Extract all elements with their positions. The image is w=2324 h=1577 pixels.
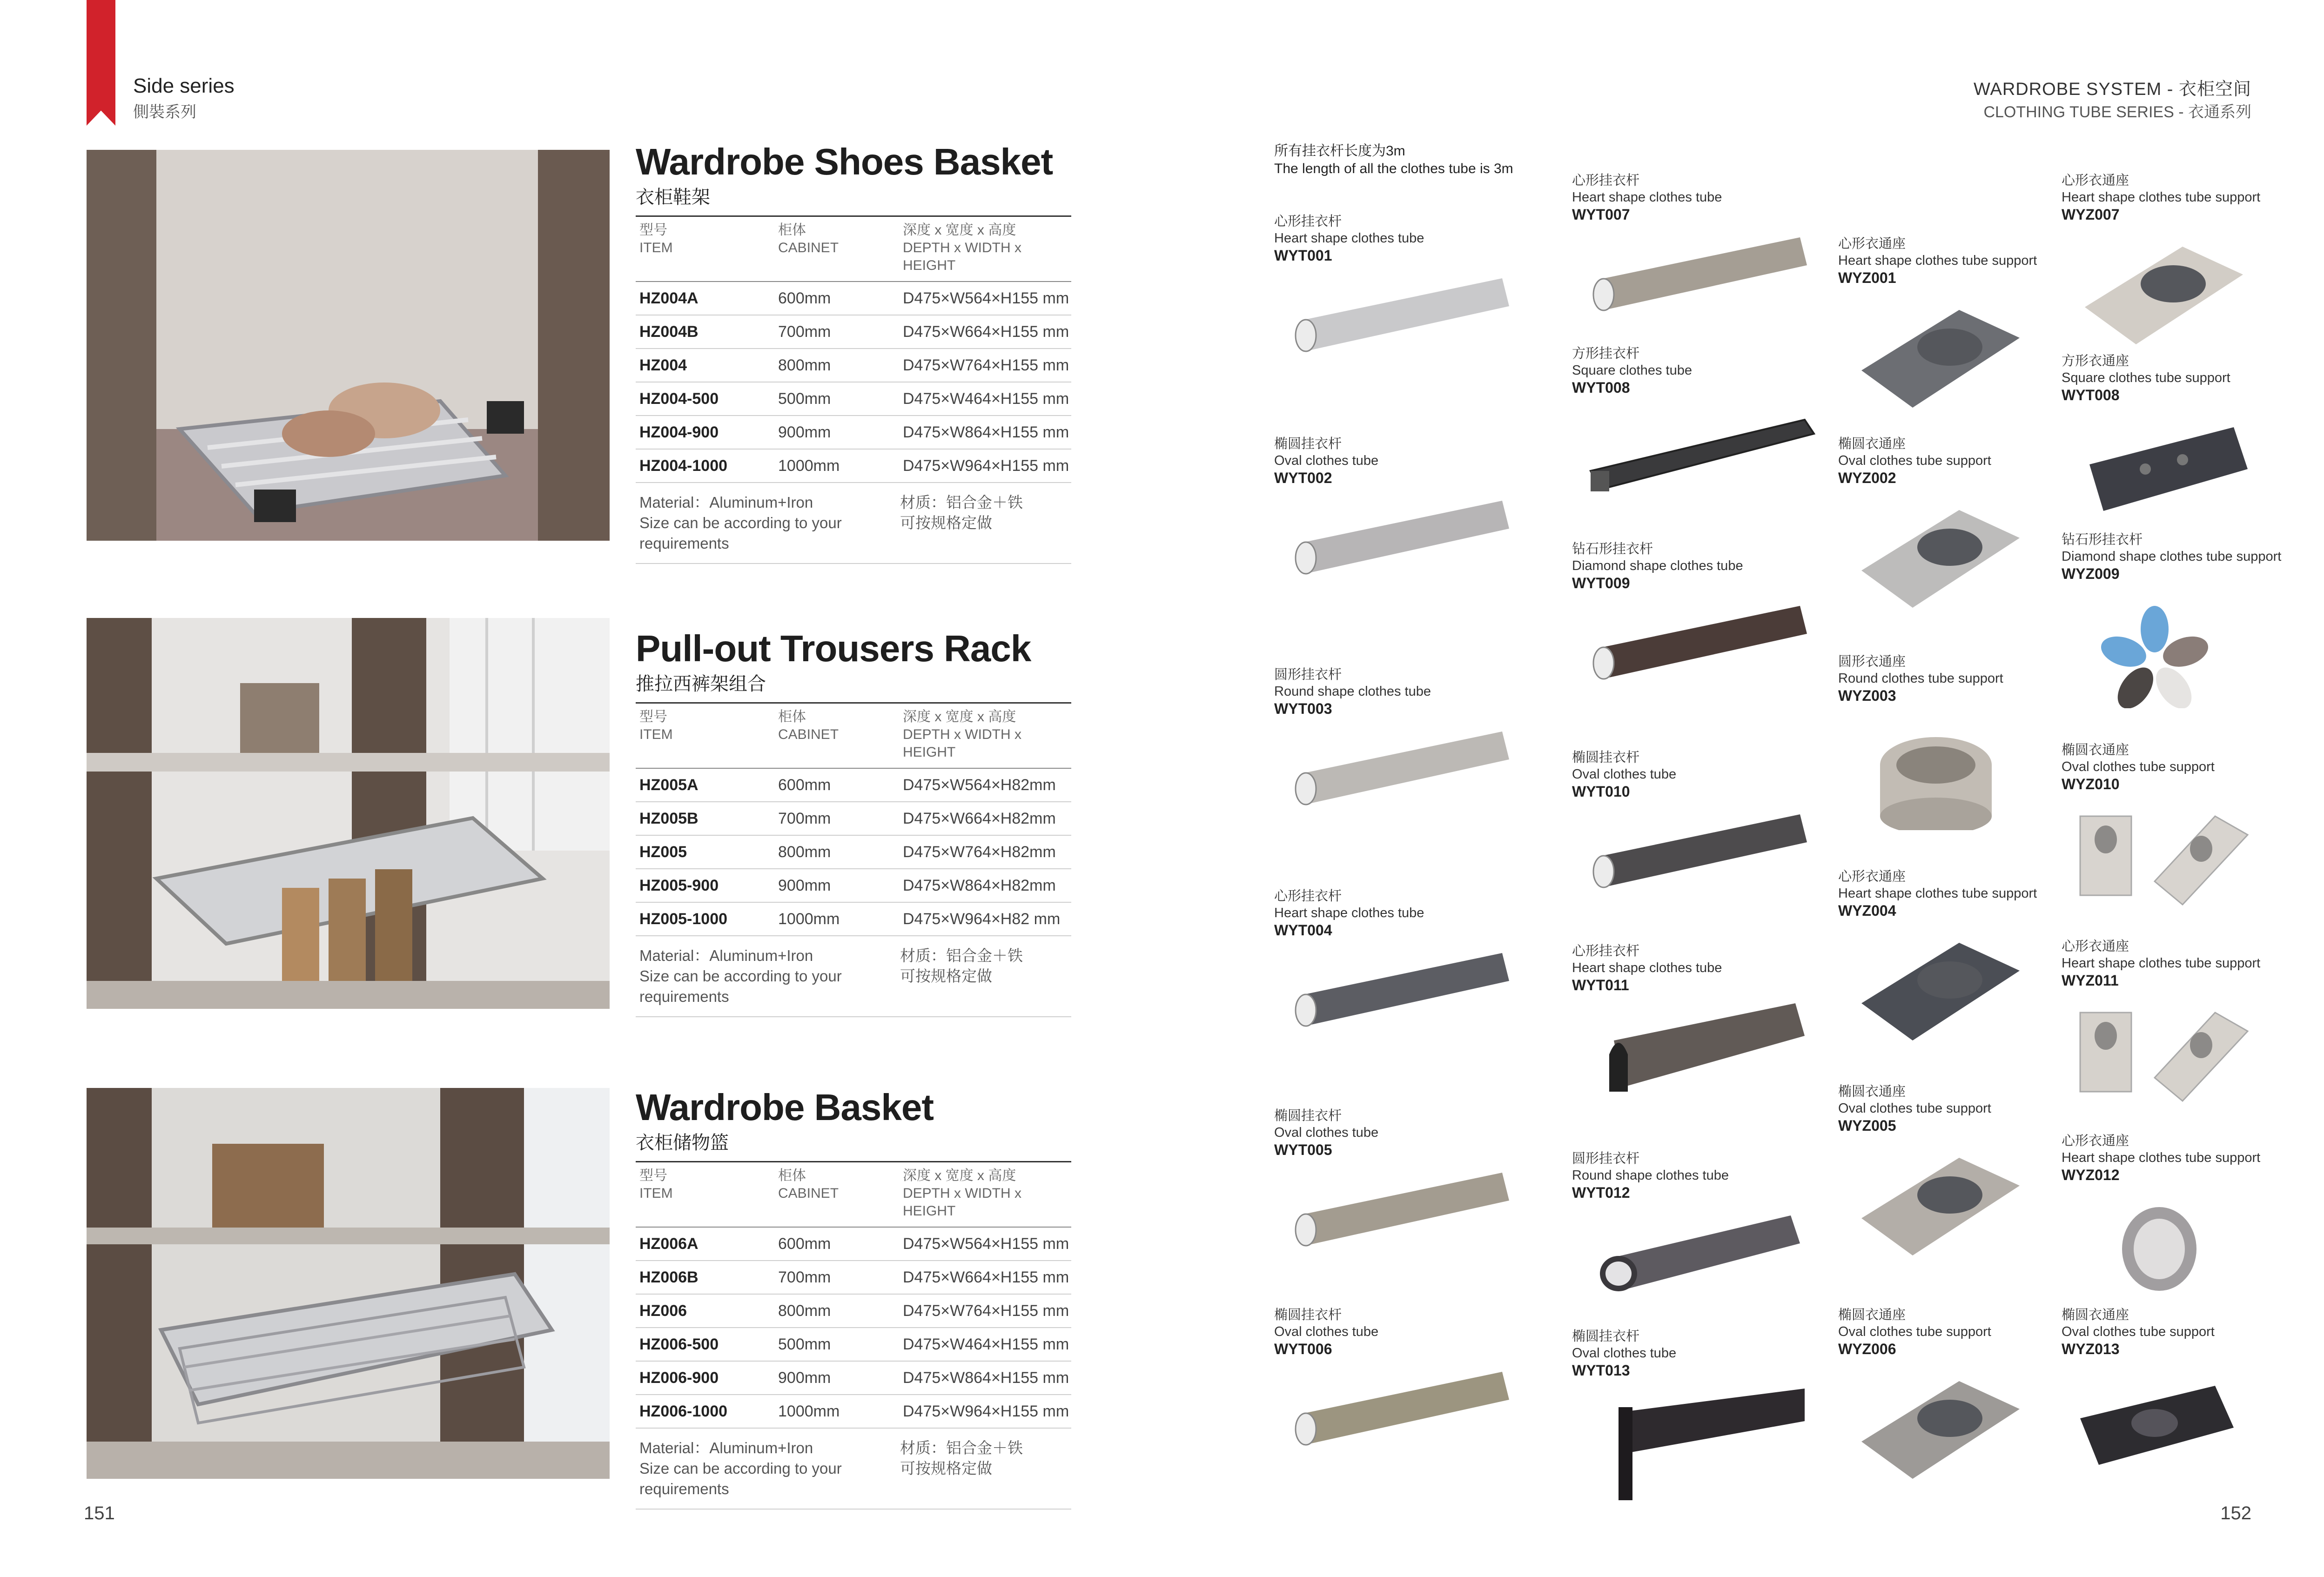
table-row: HZ004-900 900mm D475×W864×H155 mm (636, 416, 1071, 449)
catalog-item-name-en: Oval clothes tube support (1838, 453, 1991, 468)
catalog-item-name-en: Square clothes tube (1572, 363, 1692, 378)
catalog-item-image (1274, 944, 1525, 1065)
product-title: Wardrobe Basket (636, 1087, 934, 1128)
catalog-item-image (2062, 409, 2257, 530)
catalog-item-name-en: Heart shape clothes tube (1274, 906, 1424, 920)
catalog-item-name-en: Oval clothes tube support (1838, 1101, 1991, 1116)
table-row: HZ005 800mm D475×W764×H82mm (636, 835, 1071, 869)
wardrobe-basket-photo (87, 1088, 610, 1479)
catalog-item-code: WYZ006 (1838, 1341, 1896, 1357)
catalog-item (1572, 1150, 1833, 1327)
material-note: Material：Aluminum+Iron Size can be according to your requirements 材质：铝合金＋铁 可按规格定做 (636, 483, 1071, 564)
product-subtitle: 衣柜鞋架 (636, 187, 710, 208)
table-row: HZ004-1000 1000mm D475×W964×H155 mm (636, 449, 1071, 483)
catalog-item-name-en: Diamond shape clothes tube support (2062, 549, 2282, 564)
catalog-item-name-en: Oval clothes tube (1274, 1324, 1379, 1339)
catalog-item-name-en: Oval clothes tube support (1838, 1324, 1991, 1339)
column-header-dimensions: 深度 x 宽度 x 高度 DEPTH x WIDTH x HEIGHT (899, 703, 1071, 769)
catalog-item-name-en: Heart shape clothes tube (1274, 231, 1424, 246)
catalog-item (2062, 1133, 2322, 1309)
catalog-item (1274, 213, 1535, 390)
catalog-item-name-en: Round shape clothes tube (1274, 684, 1431, 699)
catalog-item-image (1572, 401, 1823, 522)
catalog-item-image (1274, 1163, 1525, 1284)
catalog-item-image (1274, 722, 1525, 843)
catalog-item-name-cn: 心形衣通座 (2062, 173, 2129, 188)
catalog-item-image (1838, 1139, 2034, 1260)
catalog-item-name-cn: 椭圆挂衣杆 (1274, 1108, 1342, 1123)
table-row: HZ006-1000 1000mm D475×W964×H155 mm (636, 1395, 1071, 1428)
catalog-item (1572, 345, 1833, 522)
catalog-item-code: WYT009 (1572, 575, 1630, 591)
table-row: HZ004A 600mm D475×W564×H155 mm (636, 282, 1071, 315)
catalog-item-code: WYT010 (1572, 783, 1630, 800)
catalog-item-name-en: Round clothes tube support (1838, 671, 2003, 686)
column-header-dimensions: 深度 x 宽度 x 高度 DEPTH x WIDTH x HEIGHT (899, 216, 1071, 282)
column-header-item: 型号 ITEM (636, 703, 774, 769)
spec-table (636, 702, 1071, 936)
catalog-item (1838, 1083, 2099, 1260)
catalog-item-name-cn: 椭圆挂衣杆 (1274, 436, 1342, 451)
product-subtitle: 推拉西裤架组合 (636, 674, 766, 694)
catalog-item (2062, 1307, 2322, 1483)
spec-table (636, 1161, 1071, 1429)
table-row: HZ006-500 500mm D475×W464×H155 mm (636, 1328, 1071, 1361)
catalog-item-name-cn: 椭圆衣通座 (1838, 1308, 1906, 1322)
catalog-item (1838, 1307, 2099, 1483)
catalog-item-name-en: Heart shape clothes tube support (2062, 956, 2261, 971)
left-header-title: Side series (133, 74, 235, 97)
catalog-item-name-en: Round shape clothes tube (1572, 1168, 1729, 1183)
catalog-item (1572, 541, 1833, 718)
catalog-item-name-cn: 椭圆挂衣杆 (1572, 750, 1640, 765)
catalog-item-code: WYT002 (1274, 470, 1332, 486)
catalog-item-name-cn: 椭圆衣通座 (2062, 743, 2129, 758)
catalog-item-image (2062, 228, 2257, 349)
catalog-item (1274, 888, 1535, 1065)
catalog-item (1572, 943, 1833, 1120)
catalog-item-code: WYT006 (1274, 1341, 1332, 1357)
column-header-cabinet: 柜体 CABINET (774, 1162, 899, 1228)
table-row: HZ004 800mm D475×W764×H155 mm (636, 349, 1071, 382)
catalog-item-code: WYZ003 (1838, 687, 1896, 704)
catalog-item-name-cn: 心形挂衣杆 (1572, 944, 1640, 959)
catalog-item-name-en: Heart shape clothes tube support (1838, 886, 2037, 901)
page-number-left: 151 (84, 1503, 115, 1523)
catalog-item-code: WYZ013 (2062, 1341, 2120, 1357)
material-note: Material：Aluminum+Iron Size can be according to your requirements 材质：铝合金＋铁 可按规格定做 (636, 1429, 1071, 1510)
catalog-item-name-cn: 钻石形挂衣杆 (2062, 532, 2143, 547)
catalog-item-code: WYT003 (1274, 700, 1332, 717)
catalog-item (1838, 436, 2099, 612)
catalog-item-image (2062, 1362, 2257, 1483)
section-tab-marker (87, 0, 115, 126)
catalog-item-image (2062, 994, 2257, 1115)
trousers-rack-photo (87, 618, 610, 1009)
catalog-item-image (1838, 1362, 2034, 1483)
catalog-item-code: WYZ004 (1838, 902, 1896, 919)
product-trousers-rack (636, 629, 1071, 1017)
left-header-subtitle: 側裝系列 (133, 103, 196, 121)
catalog-item-code: WYZ005 (1838, 1117, 1896, 1134)
catalog-item-name-en: Oval clothes tube support (2062, 1324, 2215, 1339)
catalog-item-image (1838, 709, 2034, 830)
product-title: Pull-out Trousers Rack (636, 628, 1031, 669)
catalog-item (1572, 172, 1833, 349)
catalog-item (2062, 938, 2322, 1115)
column-header-item: 型号 ITEM (636, 216, 774, 282)
product-wardrobe-basket (636, 1088, 1071, 1510)
catalog-item-name-cn: 心形衣通座 (1838, 869, 1906, 884)
table-row: HZ005B 700mm D475×W664×H82mm (636, 802, 1071, 835)
page-number-right: 152 (2220, 1503, 2251, 1523)
product-title: Wardrobe Shoes Basket (636, 141, 1053, 182)
catalog-item-code: WYZ007 (2062, 206, 2120, 223)
catalog-item-name-en: Diamond shape clothes tube (1572, 558, 1743, 573)
catalog-item (2062, 353, 2322, 530)
catalog-item-code: WYZ010 (2062, 776, 2120, 792)
table-row: HZ006-900 900mm D475×W864×H155 mm (636, 1361, 1071, 1395)
catalog-item-name-cn: 心形挂衣杆 (1572, 173, 1640, 188)
material-note: Material：Aluminum+Iron Size can be according to your requirements 材质：铝合金＋铁 可按规格定做 (636, 936, 1071, 1017)
catalog-item-code: WYZ011 (2062, 972, 2119, 989)
catalog-item-name-en: Heart shape clothes tube support (1838, 253, 2037, 268)
catalog-item-image (2062, 798, 2257, 919)
catalog-item-name-cn: 心形衣通座 (2062, 939, 2129, 954)
table-row: HZ005-900 900mm D475×W864×H82mm (636, 869, 1071, 902)
catalog-item-image (1838, 291, 2034, 412)
catalog-item-code: WYT008 (2062, 387, 2120, 403)
catalog-item-image (1274, 269, 1525, 390)
catalog-item-image (1572, 1384, 1823, 1505)
catalog-item (1838, 868, 2099, 1045)
catalog-item-code: WYZ002 (1838, 470, 1896, 486)
table-header-row (636, 216, 1071, 282)
catalog-item-code: WYT007 (1572, 206, 1630, 223)
catalog-item-image (1274, 1362, 1525, 1483)
catalog-item-name-cn: 椭圆衣通座 (1838, 436, 1906, 451)
catalog-item-name-en: Oval clothes tube (1572, 767, 1677, 782)
catalog-item-image (1572, 228, 1823, 349)
catalog-item-image (2062, 587, 2257, 708)
table-header-row (636, 703, 1071, 769)
catalog-item (1274, 1107, 1535, 1284)
catalog-item-code: WYT013 (1572, 1362, 1630, 1379)
catalog-item-name-cn: 椭圆衣通座 (1838, 1084, 1906, 1099)
table-row: HZ006B 700mm D475×W664×H155 mm (636, 1261, 1071, 1294)
catalog-item-name-en: Oval clothes tube (1274, 453, 1379, 468)
catalog-item-image (1572, 1206, 1823, 1327)
catalog-item-code: WYT012 (1572, 1184, 1630, 1201)
catalog-item-name-cn: 椭圆挂衣杆 (1572, 1329, 1640, 1344)
catalog-item-code: WYT008 (1572, 379, 1630, 396)
catalog-item-code: WYT004 (1274, 922, 1332, 939)
tube-length-note: 所有挂衣杆长度为3m The length of all the clothes tube is 3m (1274, 143, 1513, 176)
catalog-item (1274, 666, 1535, 843)
catalog-item-code: WYZ012 (2062, 1167, 2120, 1183)
catalog-item-image (2062, 1188, 2257, 1309)
catalog-item (1572, 749, 1833, 926)
table-row: HZ006 800mm D475×W764×H155 mm (636, 1294, 1071, 1328)
table-row: HZ006A 600mm D475×W564×H155 mm (636, 1227, 1071, 1261)
catalog-item-name-cn: 心形挂衣杆 (1274, 214, 1342, 229)
catalog-item-name-en: Oval clothes tube (1572, 1346, 1677, 1361)
catalog-item (1274, 1307, 1535, 1483)
catalog-item-image (1838, 491, 2034, 612)
catalog-item-name-cn: 钻石形挂衣杆 (1572, 542, 1653, 557)
catalog-item-name-en: Oval clothes tube (1274, 1125, 1379, 1140)
product-subtitle: 衣柜储物篮 (636, 1133, 729, 1153)
catalog-item (2062, 531, 2322, 708)
right-header-subtitle: CLOTHING TUBE SERIES - 衣通系列 (1983, 103, 2251, 121)
catalog-item-name-en: Heart shape clothes tube (1572, 190, 1722, 205)
column-header-dimensions: 深度 x 宽度 x 高度 DEPTH x WIDTH x HEIGHT (899, 1162, 1071, 1228)
catalog-item-name-cn: 方形衣通座 (2062, 354, 2129, 369)
table-header-row (636, 1162, 1071, 1228)
product-shoes-basket (636, 142, 1071, 564)
catalog-item-code: WYT001 (1274, 247, 1332, 264)
catalog-item (1838, 235, 2099, 412)
catalog-item-name-cn: 心形挂衣杆 (1274, 889, 1342, 904)
table-row: HZ005-1000 1000mm D475×W964×H82 mm (636, 902, 1071, 936)
catalog-item-name-cn: 圆形挂衣杆 (1572, 1151, 1640, 1166)
catalog-item-name-en: Oval clothes tube support (2062, 759, 2215, 774)
catalog-item-image (1274, 491, 1525, 612)
catalog-item-name-cn: 方形挂衣杆 (1572, 346, 1640, 361)
catalog-item-image (1572, 805, 1823, 926)
catalog-item-name-cn: 心形衣通座 (2062, 1134, 2129, 1148)
catalog-item-name-en: Heart shape clothes tube (1572, 960, 1722, 975)
table-row: HZ005A 600mm D475×W564×H82mm (636, 768, 1071, 802)
catalog-item-code: WYT011 (1572, 977, 1629, 993)
spec-table (636, 215, 1071, 483)
catalog-item-name-cn: 椭圆挂衣杆 (1274, 1308, 1342, 1322)
table-row: HZ004B 700mm D475×W664×H155 mm (636, 315, 1071, 349)
table-row: HZ004-500 500mm D475×W464×H155 mm (636, 382, 1071, 416)
catalog-item-image (1572, 597, 1823, 718)
catalog-item (1838, 653, 2099, 830)
right-header-title: WARDROBE SYSTEM - 衣柜空间 (1974, 80, 2251, 99)
catalog-item-name-en: Heart shape clothes tube support (2062, 190, 2261, 205)
catalog-item-code: WYZ001 (1838, 269, 1896, 286)
catalog-item-code: WYT005 (1274, 1141, 1332, 1158)
catalog-item (2062, 172, 2322, 349)
catalog-item-name-cn: 心形衣通座 (1838, 236, 1906, 251)
catalog-item (2062, 742, 2322, 919)
catalog-item-image (1838, 924, 2034, 1045)
catalog-item (1274, 436, 1535, 612)
catalog-item-name-cn: 圆形挂衣杆 (1274, 667, 1342, 682)
catalog-item (1572, 1328, 1833, 1505)
catalog-item-code: WYZ009 (2062, 565, 2120, 582)
column-header-item: 型号 ITEM (636, 1162, 774, 1228)
shoes-basket-photo (87, 150, 610, 541)
catalog-item-name-en: Heart shape clothes tube support (2062, 1150, 2261, 1165)
column-header-cabinet: 柜体 CABINET (774, 216, 899, 282)
column-header-cabinet: 柜体 CABINET (774, 703, 899, 769)
catalog-item-name-cn: 椭圆衣通座 (2062, 1308, 2129, 1322)
catalog-item-name-cn: 圆形衣通座 (1838, 654, 1906, 669)
catalog-item-name-en: Square clothes tube support (2062, 370, 2230, 385)
catalog-item-image (1572, 999, 1823, 1120)
